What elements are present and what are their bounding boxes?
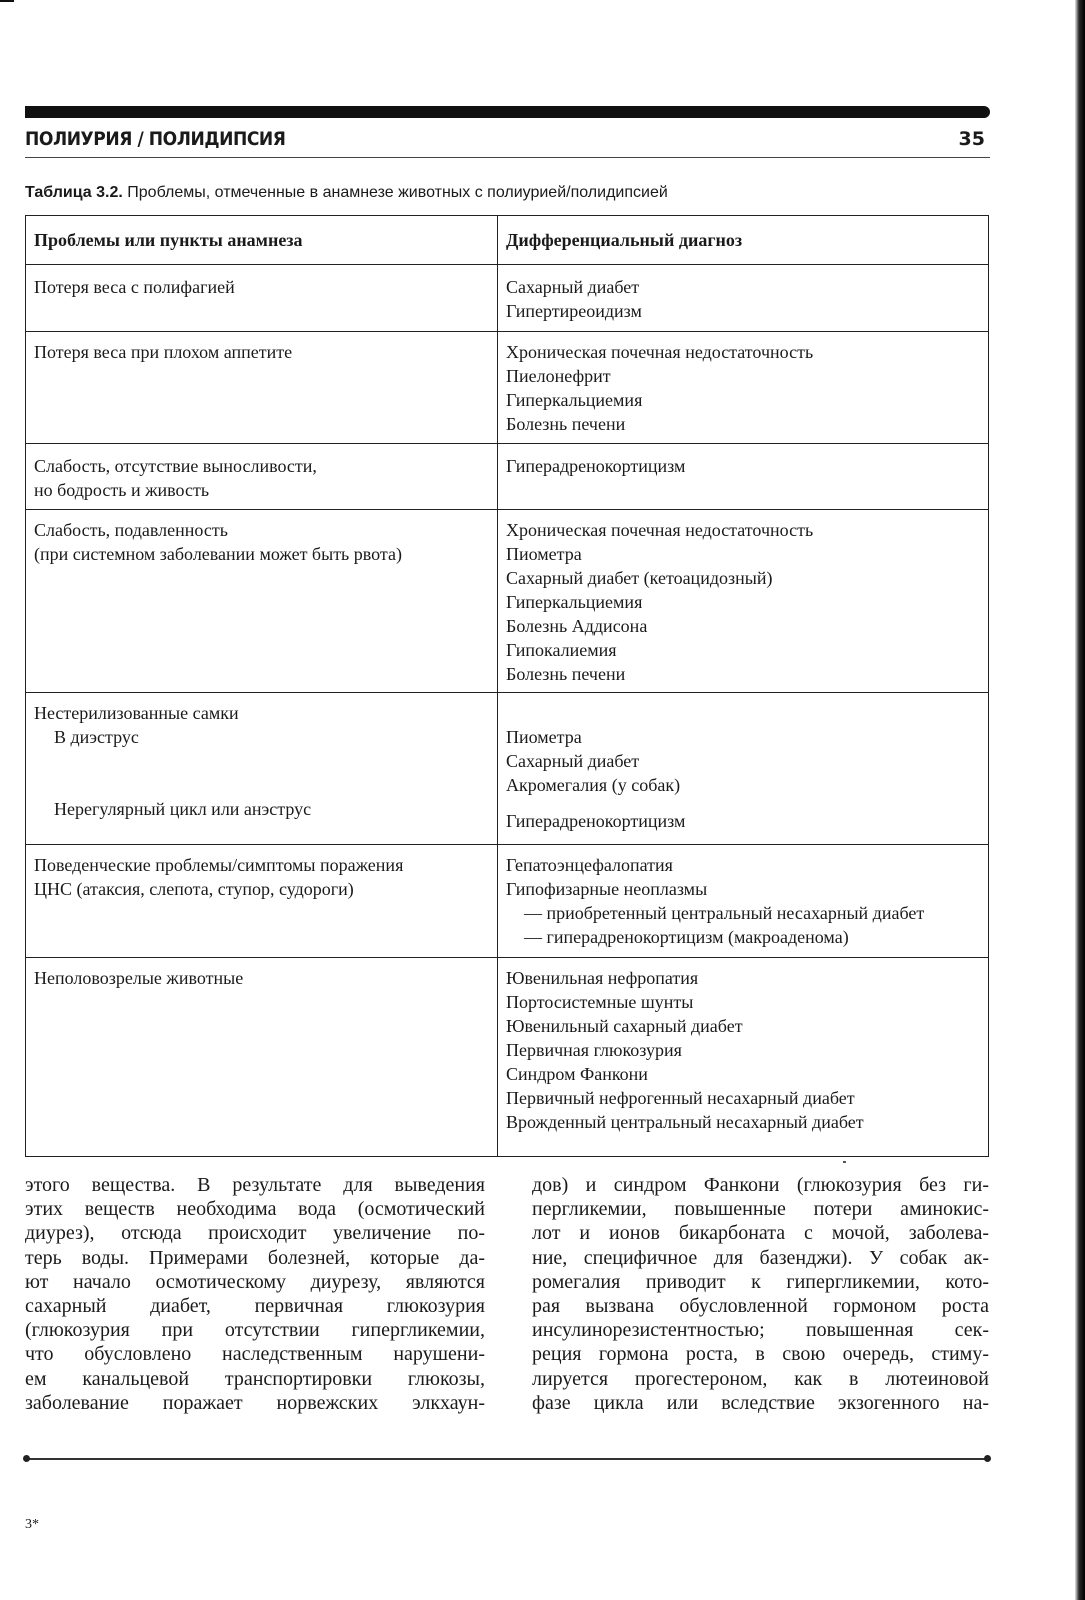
problem-cell (26, 265, 498, 332)
diagnosis-subitem: — гиперадренокортицизм (макроаденома) (524, 927, 849, 947)
diagnosis-item: Врожденный центральный несахарный диабет (506, 1112, 864, 1132)
problem-subitem: В диэструс (54, 727, 139, 747)
diagnosis-item: Сахарный диабет (кетоацидозный) (506, 568, 773, 588)
running-title: ПОЛИУРИЯ / ПОЛИДИПСИЯ (25, 128, 286, 150)
problem-cell (26, 845, 498, 958)
diagnosis-item: Ювенильный сахарный диабет (506, 1016, 743, 1036)
diagnosis-item: Сахарный диабет (506, 277, 640, 297)
diagnosis-item: Гипофизарные неоплазмы (506, 879, 708, 899)
body-column-right (532, 1173, 989, 1415)
diagnosis-subitem: — приобретенный центральный несахарный диабет (524, 903, 925, 923)
body-line: терь воды. Примерами болезней, которые да- (25, 1246, 485, 1269)
body-line: диурез), отсюда происходит увеличение по- (25, 1222, 485, 1245)
footer-rule (25, 1458, 988, 1460)
body-line: сахарный диабет, первичная глюкозурия (25, 1295, 485, 1318)
table-row (26, 845, 989, 958)
problem-text: Поведенческие проблемы/симптомы поражения (34, 855, 404, 875)
problem-text: Потеря веса с полифагией (34, 277, 235, 297)
table-caption (25, 184, 668, 202)
running-head (25, 128, 985, 158)
problem-cell (26, 332, 498, 444)
diagnosis-item: Гипокалиемия (506, 640, 617, 660)
table-row (26, 265, 989, 332)
table-row (26, 444, 989, 510)
problem-subitem: Нерегулярный цикл или анэструс (54, 799, 312, 819)
problem-text: Неполовозрелые животные (34, 968, 244, 988)
header-bar (25, 106, 990, 118)
diagnosis-cell (498, 958, 989, 1157)
body-line: ют начало осмотическому диурезу, являются (25, 1270, 485, 1293)
table-row (26, 958, 989, 1157)
diagnosis-item: Гиперадренокортицизм (506, 456, 686, 476)
table-caption-label: Таблица 3.2. (25, 184, 123, 201)
diagnosis-item: Хроническая почечная недостаточность (506, 342, 814, 362)
body-line: ем канальцевой транспортировки глюкозы, (25, 1367, 485, 1390)
diagnosis-item: Болезнь печени (506, 414, 626, 434)
table-row (26, 510, 989, 693)
diagnosis-cell (498, 845, 989, 958)
table-row (26, 332, 989, 444)
header-rule (25, 157, 990, 158)
diagnosis-item: Болезнь Аддисона (506, 616, 648, 636)
diagnosis-item: Акромегалия (у собак) (506, 775, 681, 795)
footer-rule-dot-right (984, 1455, 991, 1462)
body-line: ромегалия приводит к гипергликемии, кото- (532, 1270, 989, 1293)
problem-text: ЦНС (атаксия, слепота, ступор, судороги) (34, 879, 354, 899)
body-line: пергликемии, повышенные потери аминокис- (532, 1198, 989, 1221)
problem-text: Нестерилизованные самки (34, 703, 239, 723)
body-line: заболевание поражает норвежских элкхаун- (25, 1391, 485, 1414)
diagnosis-cell (498, 444, 989, 510)
diagnosis-item: Пиелонефрит (506, 366, 611, 386)
header-problems: Проблемы или пункты анамнеза (26, 216, 498, 265)
diagnosis-item: Пиометра (506, 544, 582, 564)
body-line: этого вещества. В результате для выведения (25, 1174, 485, 1196)
diagnosis-item: Первичная глюкозурия (506, 1040, 682, 1060)
problem-cell (26, 510, 498, 693)
signature-mark: 3* (25, 1517, 39, 1532)
body-column-left (25, 1173, 485, 1415)
diagnosis-item: Портосистемные шунты (506, 992, 694, 1012)
diagnosis-cell (498, 510, 989, 693)
diagnosis-item: Гипертиреоидизм (506, 301, 642, 321)
table-caption-text: Проблемы, отмеченные в анамнезе животных с полиурией/полидипсией (127, 184, 668, 201)
diagnosis-item: Сахарный диабет (506, 751, 640, 771)
diagnosis-item: Гиперкальциемия (506, 592, 643, 612)
table-header-row (26, 216, 989, 265)
scan-edge-shadow (1075, 0, 1085, 1600)
diagnosis-cell (498, 332, 989, 444)
body-line: инсулинорезистентностью; повышенная сек- (532, 1319, 989, 1342)
problem-text: (при системном заболевании может быть рвота) (34, 544, 402, 564)
diagnosis-cell (498, 693, 989, 845)
differential-table (25, 215, 989, 1157)
scan-speck (843, 1161, 846, 1163)
problem-text: Слабость, отсутствие выносливости, (34, 456, 317, 476)
table-row (26, 693, 989, 845)
body-line: лируется прогестероном, как в лютеиновой (532, 1367, 989, 1390)
corner-mark (0, 0, 14, 2)
diagnosis-item: Болезнь печени (506, 664, 626, 684)
diagnosis-item: Первичный нефрогенный несахарный диабет (506, 1088, 855, 1108)
body-line: что обусловлено наследственным нарушени- (25, 1343, 485, 1366)
diagnosis-item: Гиперадренокортицизм (506, 811, 686, 831)
body-line: лот и ионов бикарбоната с мочой, заболева- (532, 1222, 989, 1245)
problem-text: Потеря веса при плохом аппетите (34, 342, 293, 362)
header-diagnosis: Дифференциальный диагноз (498, 216, 989, 265)
problem-cell (26, 444, 498, 510)
diagnosis-cell (498, 265, 989, 332)
diagnosis-item: Пиометра (506, 727, 582, 747)
problem-text: Слабость, подавленность (34, 520, 228, 540)
diagnosis-item: Хроническая почечная недостаточность (506, 520, 814, 540)
body-line: дов) и синдром Фанкони (глюкозурия без ги- (532, 1174, 989, 1196)
body-line: реция гормона роста, в свою очередь, стиму- (532, 1343, 989, 1366)
body-line: этих веществ необходима вода (осмотический (25, 1198, 485, 1221)
page-number: 35 (958, 128, 985, 150)
diagnosis-item: Синдром Фанкони (506, 1064, 648, 1084)
body-line: (глюкозурия при отсутствии гипергликемии, (25, 1319, 485, 1342)
body-line: фазе цикла или вследствие экзогенного на- (532, 1391, 989, 1414)
footer-rule-dot-left (23, 1455, 30, 1462)
body-line: рая вызвана обусловленной гормоном роста (532, 1295, 989, 1318)
problem-text: но бодрость и живость (34, 480, 210, 500)
problem-cell (26, 693, 498, 845)
diagnosis-item: Гепатоэнцефалопатия (506, 855, 673, 875)
diagnosis-item: Гиперкальциемия (506, 390, 643, 410)
body-line: ние, специфичное для базенджи). У собак ак- (532, 1246, 989, 1269)
diagnosis-item: Ювенильная нефропатия (506, 968, 699, 988)
problem-cell (26, 958, 498, 1157)
